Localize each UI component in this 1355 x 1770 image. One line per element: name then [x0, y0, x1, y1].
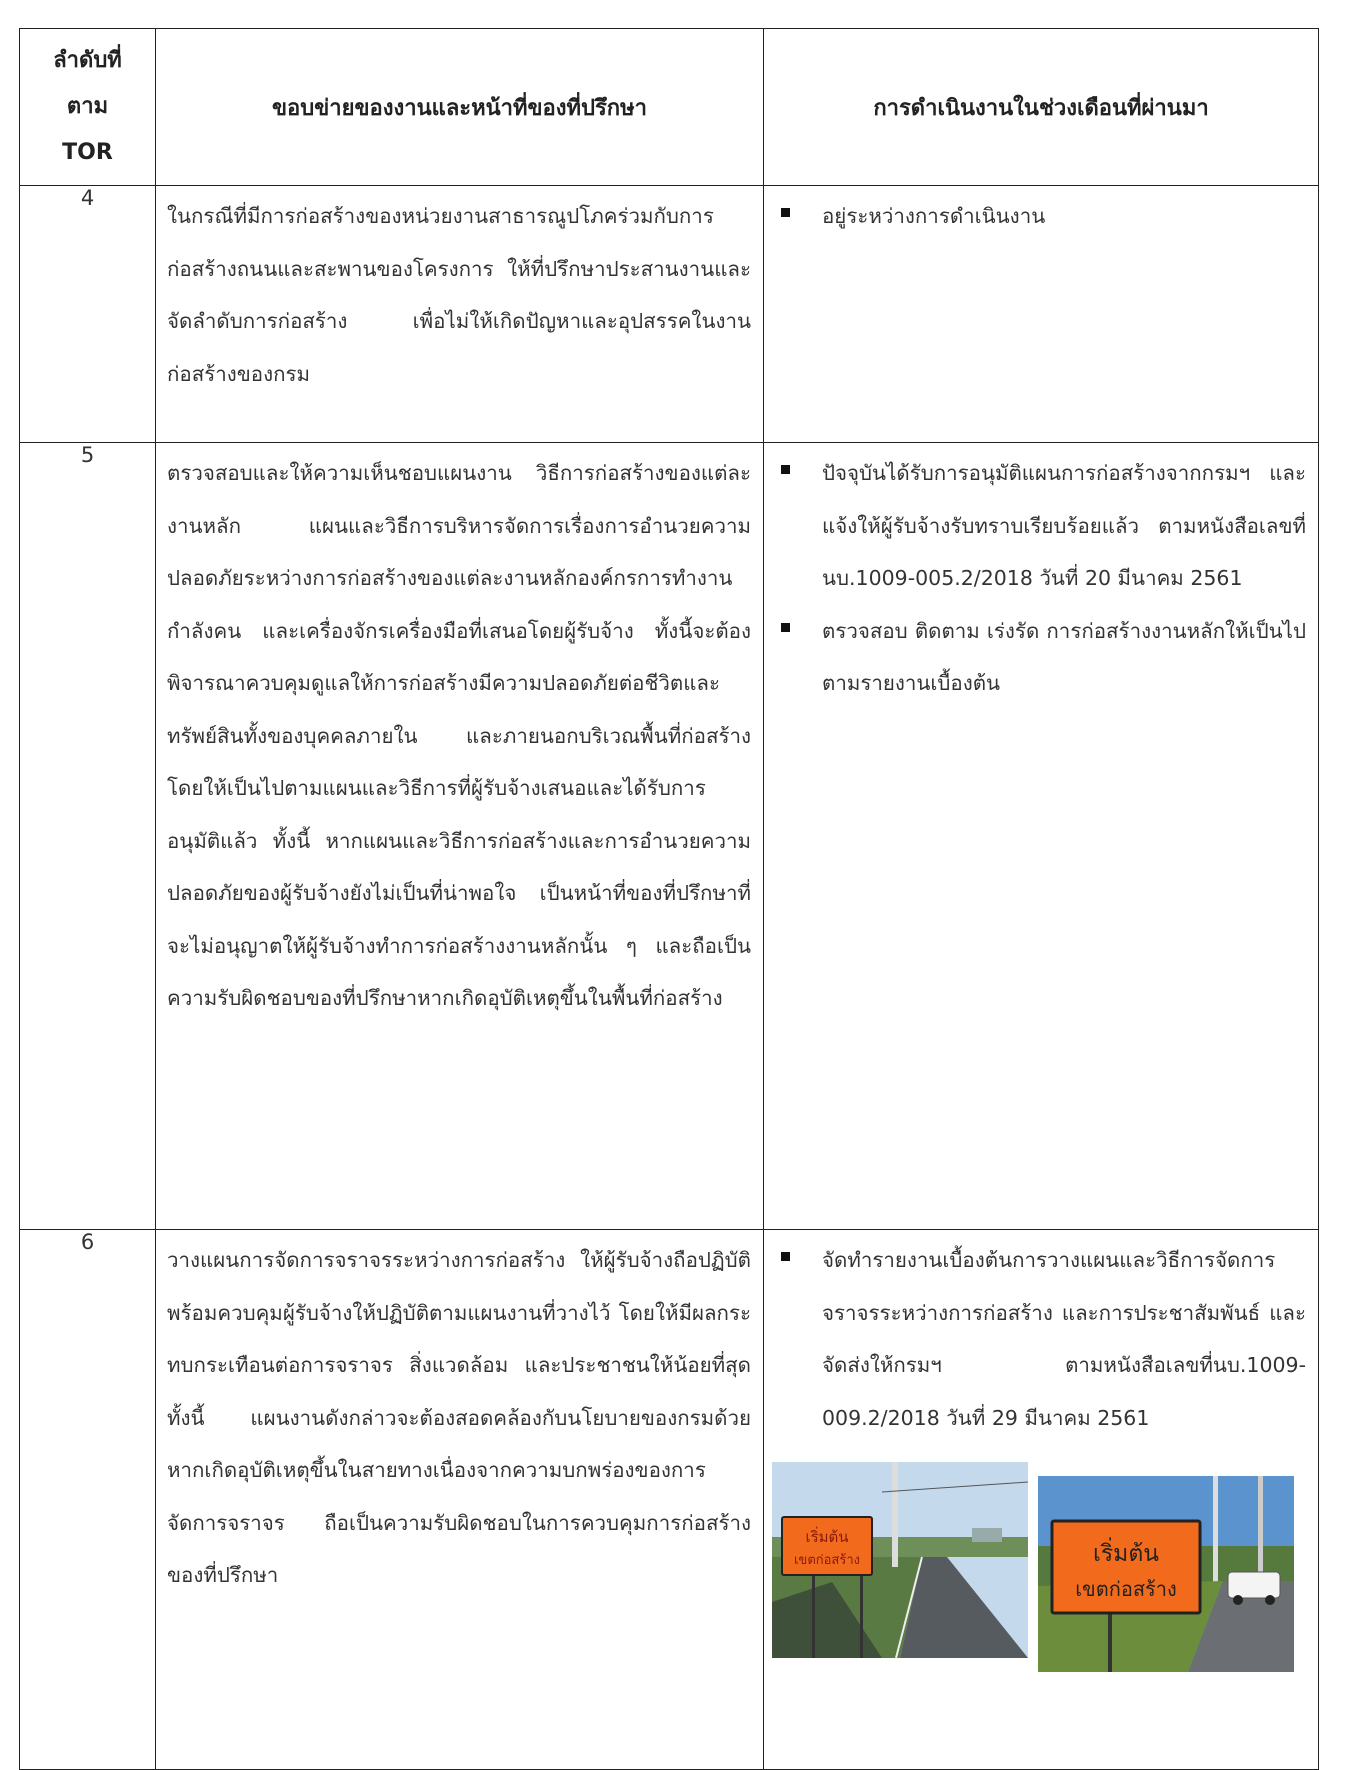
- header-progress: การดำเนินงานในช่วงเดือนที่ผ่านมา: [764, 29, 1319, 186]
- progress-text: จัดทำรายงานเบื้องต้นการวางแผนและวิธีการจัดการจราจรระหว่างการก่อสร้าง และการประชาสัมพันธ์ และจัดส่งให้กรมฯ ตามหนังสือเลขที่นบ.1009-009.2/2018 วันที่ 29 มีนาคม 2561: [822, 1248, 1306, 1430]
- sign-line-1: เริ่มต้น: [805, 1528, 849, 1546]
- bullet-square-icon: [781, 208, 790, 217]
- row-number: 4: [20, 186, 156, 443]
- scope-text: วางแผนการจัดการจราจรระหว่างการก่อสร้าง ให้ผู้รับจ้างถือปฏิบัติพร้อมควบคุมผู้รับจ้างให้ปฏิบัติตามแผนงานที่วางไว้ โดยให้มีผลกระทบกระเทือนต่อการจราจร สิ่งแวดล้อม และประชาชนให้น้อยที่สุด ทั้งนี้ แผนงานดังกล่าวจะต้องสอดคล้องกับนโยบายของกรมด้วย หากเกิดอุบัติเหตุขึ้นในสายทางเนื่องจากความบกพร่องของการจัดการจราจร ถือเป็นความรับผิดชอบในการควบคุมการก่อสร้างของที่ปรึกษา: [156, 1230, 764, 1770]
- photo-group: [772, 1458, 1306, 1678]
- progress-text: อยู่ระหว่างการดำเนินงาน: [822, 204, 1046, 228]
- road-sign-photo: [1038, 1476, 1294, 1672]
- progress-text: ตรวจสอบ ติดตาม เร่งรัด การก่อสร้างงานหลักให้เป็นไปตามรายงานเบื้องต้น: [822, 618, 1306, 695]
- sign-line-2: เขตก่อสร้าง: [1075, 1577, 1177, 1601]
- header-line: TOR: [62, 140, 113, 165]
- table-row: [20, 186, 1319, 443]
- progress-cell: [764, 443, 1319, 1230]
- bullet-square-icon: [781, 465, 790, 474]
- header-tor-number: [20, 29, 156, 186]
- progress-item: [772, 1234, 1306, 1444]
- progress-cell: [764, 186, 1319, 443]
- row-number: 5: [20, 443, 156, 1230]
- sign-line-1: เริ่มต้น: [1092, 1541, 1160, 1567]
- progress-item: [772, 605, 1306, 710]
- tor-table: [19, 28, 1319, 1770]
- scope-text: ในกรณีที่มีการก่อสร้างของหน่วยงานสาธารณูปโภคร่วมกับการก่อสร้างถนนและสะพานของโครงการ ให้ที่ปรึกษาประสานงานและจัดลำดับการก่อสร้าง เพื่อไม่ให้เกิดปัญหาและอุปสรรคในงานก่อสร้างของกรม: [156, 186, 764, 443]
- row-number: 6: [20, 1230, 156, 1770]
- road-sign-photo: [772, 1462, 1028, 1658]
- bullet-square-icon: [781, 623, 790, 632]
- table-row: [20, 443, 1319, 1230]
- progress-item: [772, 190, 1306, 243]
- header-line: ตาม: [66, 94, 109, 119]
- header-scope: ขอบข่ายของงานและหน้าที่ของที่ปรึกษา: [156, 29, 764, 186]
- table-row: [20, 1230, 1319, 1770]
- progress-text: ปัจจุบันได้รับการอนุมัติแผนการก่อสร้างจากกรมฯ และแจ้งให้ผู้รับจ้างรับทราบเรียบร้อยแล้ว ตามหนังสือเลขที่ นบ.1009-005.2/2018 วันที่ 20 มีนาคม 2561: [822, 461, 1306, 590]
- progress-cell: [764, 1230, 1319, 1770]
- bullet-square-icon: [781, 1252, 790, 1261]
- progress-item: [772, 447, 1306, 605]
- table-header-row: [20, 29, 1319, 186]
- header-line: ลำดับที่: [53, 48, 122, 73]
- sign-line-2: เขตก่อสร้าง: [793, 1553, 861, 1568]
- scope-text: ตรวจสอบและให้ความเห็นชอบแผนงาน วิธีการก่อสร้างของแต่ละงานหลัก แผนและวิธีการบริหารจัดการเรื่องการอำนวยความปลอดภัยระหว่างการก่อสร้างของแต่ละงานหลักองค์กรการทำงาน กำลังคน และเครื่องจักรเครื่องมือที่เสนอโดยผู้รับจ้าง ทั้งนี้จะต้องพิจารณาควบคุมดูแลให้การก่อสร้างมีความปลอดภัยต่อชีวิตและทรัพย์สินทั้งของบุคคลภายใน และภายนอกบริเวณพื้นที่ก่อสร้าง โดยให้เป็นไปตามแผนและวิธีการที่ผู้รับจ้างเสนอและได้รับการอนุมัติแล้ว ทั้งนี้ หากแผนและวิธีการก่อสร้างและการอำนวยความปลอดภัยของผู้รับจ้างยังไม่เป็นที่น่าพอใจ เป็นหน้าที่ของที่ปรึกษาที่จะไม่อนุญาตให้ผู้รับจ้างทำการก่อสร้างงานหลักนั้น ๆ และถือเป็นความรับผิดชอบของที่ปรึกษาหากเกิดอุบัติเหตุขึ้นในพื้นที่ก่อสร้าง: [156, 443, 764, 1230]
